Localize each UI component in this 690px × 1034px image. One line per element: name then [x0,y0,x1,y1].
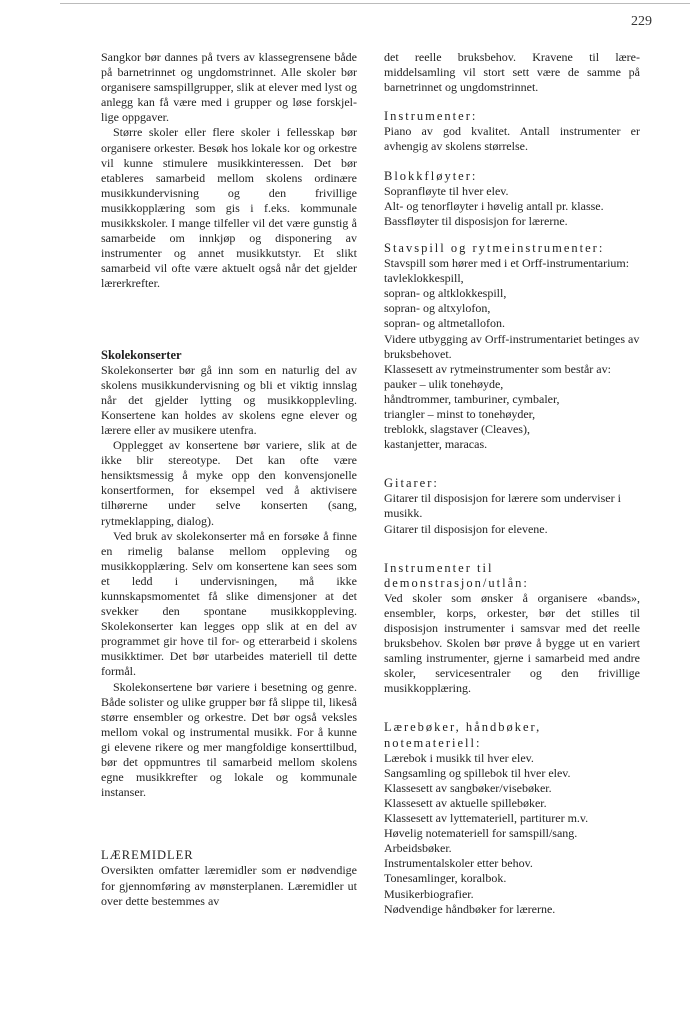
blokkfloyter-list [384,184,640,229]
list-item: Videre utbygging av Orff-instrumentariet betinges av bruksbehovet. [384,331,640,361]
intro-paragraph: Større skoler eller flere skoler i fellesskap bør organisere orkester. Besøk hos lokale kor og orkestre vil kunne stimulere musikkinteressen. Det bør etableres samarbeid mellom skolens ordinære musikkundervisning og den frivillige musikkopplæring som gis i f.eks. kommunale musikkskoler. I mange tilfeller vil det være gunstig å samarbeide om innkjøp og disponering av instrumenter og annet musikkutstyr. Et slikt samarbeid vil ofte være aktuelt også når det gjelder lærerkrefter. [101,125,357,291]
page-number: 229 [631,14,652,29]
list-item: Klassesett av aktuelle spillebøker. [384,795,547,810]
heading-blokkfloyter: Blokkfløyter: [384,168,478,183]
list-item: sopran- og altmetallofon. [384,316,505,331]
list-item: treblokk, slagstaver (Cleaves), [384,422,530,437]
list-item: Lærebok i musikk til hver elev. [384,750,534,765]
intro-paragraph: Sangkor bør dannes på tvers av klassegrensene både på barnetrinnet og ungdomstrinnet. Alle skoler bør organisere samspillgrupper, slik at elever med lyst og anlegg kan få være med i grupper og løse forskjellige oppgaver. [101,50,357,125]
right-column [384,50,640,917]
list-item: Sopranfløyte til hver elev. [384,183,509,198]
list-item: Bassfløyter til disposisjon for lærerne. [384,213,568,228]
body-paragraph: Piano av god kvalitet. Antall instrumenter er avhengig av skolens størrelse. [384,124,640,154]
body-paragraph: Skolekonsertene bør variere i besetning og genre. Både solister og ulike grupper bør få slippe til, likeså større ensembler og orkestre. Det bør også veksles mellom vokal og instrumental musikk. For å kunne gi elevene rikere og mer mangfoldige konserttilbud, bør det oppmuntres til samarbeid mellom skolens egne musikkrefter og lokale og kommunale instanser. [101,679,357,800]
list-item: Nødvendige håndbøker for lærerne. [384,901,556,916]
list-item: kastanjetter, maracas. [384,437,488,452]
list-item: Klassesett av sangbøker/visebøker. [384,780,552,795]
intro-paragraph: det reelle bruksbehov. Kravene til læremiddelsamling vil stort sett være de samme på barnetrinnet og ungdomstrinnet. [384,50,640,95]
list-item: tavleklokkespill, [384,271,464,286]
list-item: Musikerbiografier. [384,886,474,901]
list-item: sopran- og altxylofon, [384,301,491,316]
list-item: Tonesamlinger, koralbok. [384,871,507,886]
body-paragraph: Oversikten omfatter læremidler som er nødvendige for gjennomføring av mønsterplanen. Læremidler ut over dette bestemmes av [101,863,357,908]
heading-gitarer: Gitarer: [384,476,439,491]
list-item: Arbeidsbøker. [384,841,452,856]
laereboker-list [384,751,640,917]
list-item: Instrumentalskoler etter behov. [384,856,533,871]
body-paragraph: Skolekonserter bør gå inn som en naturlig del av skolens musikkundervisning og bli et viktig innslag når det gjelder lytting og musikkopplevling. Konsertene kan holdes av skolens egne elever og lærere eller av musikere utenfra. [101,362,357,437]
list-item: Gitarer til disposisjon for lærere som underviser i musikk. [384,491,621,521]
list-item: Høvelig notemateriell for samspill/sang. [384,826,578,841]
list-item: Gitarer til disposisjon for elevene. [384,521,548,536]
section-title-laeremidler: LÆREMIDLER [101,848,194,863]
list-item: Stavspill som hører med i et Orff-instrumentarium: [384,256,630,271]
heading-demonstrasjon: Instrumenter til demonstrasjon/utlån: [384,560,529,590]
heading-laereboker: Lærebøker, håndbøker, notemateriell: [384,720,542,750]
list-item: håndtrommer, tamburiner, cymbaler, [384,391,560,406]
heading-stavspill: Stavspill og rytmeinstrumenter: [384,240,605,255]
list-item: Sangsamling og spillebok til hver elev. [384,765,571,780]
body-paragraph: Ved skoler som ønsker å organisere «bands», ensembler, korps, orkester, bør det stilles til disposisjon instrumenter i samsvar med det reelle bruksbehov. Skolen bør prøve å bygge ut en variert samling instrumenter, gjerne i samarbeid med andre skoler, servicesentraler og den frivillige musikkopplæring. [384,590,640,696]
heading-instrumenter: Instrumenter: [384,109,478,124]
section-title-skolekonserter: Skolekonserter [101,347,182,362]
list-item: Klassesett av lyttemateriell, partiturer m.v. [384,811,589,826]
list-item: pauker – ulik tonehøyde, [384,376,504,391]
body-paragraph: Ved bruk av skolekonserter må en forsøke å finne en rimelig balanse mellom oppleving og musikkopplæring. Selv om konsertene kan sees som et ledd i undervisningen, må ikke kunnskapsmomentet få slike dimensjoner at det svekker den spontane musikkoppleving. Skolekonserter kan legges opp slik at en del av programmet gir hove til for- og etterarbeid i skolens musikktimer. Det bør utarbeides materiell til dette formål. [101,528,357,679]
body-paragraph: Opplegget av konsertene bør variere, slik at de ikke blir stereotype. Det kan ofte være hensiktsmessig å myke opp den konvensjonelle konsertformen, for eksempel ved å aktivisere tilhørerne under selve konserten (sang, rytmeklapping, dialog). [101,438,357,528]
list-item: Alt- og tenorfløyter i høvelig antall pr. klasse. [384,198,604,213]
left-column [101,50,357,909]
stavspill-list [384,256,640,452]
list-item: Klassesett av rytmeinstrumenter som består av: [384,361,611,376]
top-rule [60,3,690,4]
list-item: sopran- og altklokkespill, [384,286,507,301]
list-item: triangler – minst to tonehøyder, [384,406,536,421]
gitarer-list [384,491,640,536]
